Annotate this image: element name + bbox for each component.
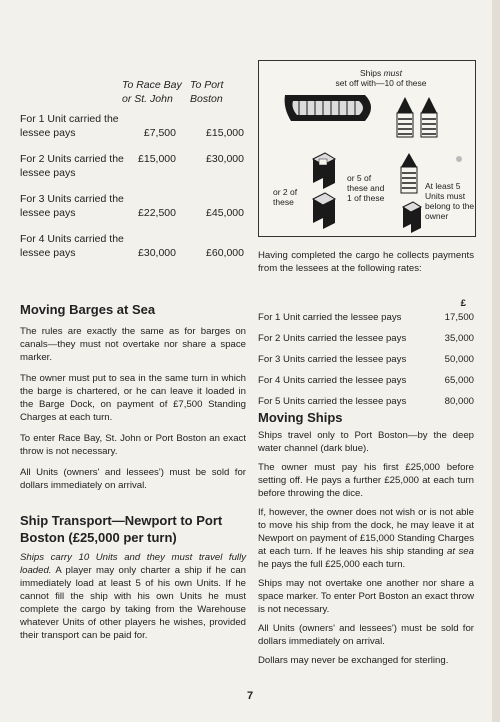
ships-paragraph: Ships travel only to Port Boston—by the deep water channel (dark blue). [258, 430, 474, 454]
rate-col2-value: £15,000 [206, 127, 244, 139]
unit-pyramid-icon [401, 153, 417, 193]
ship-cargo-diagram [258, 60, 476, 237]
rate-amount: 50,000 [444, 354, 474, 365]
rate-row [20, 112, 246, 152]
crate-icon [313, 193, 335, 229]
currency-header: £ [460, 298, 466, 309]
barges-paragraph: To enter Race Bay, St. John or Port Boston an exact throw is not necessary. [20, 433, 246, 457]
lessee-intro: Having completed the cargo he collects payments from the lessees at the following rates: [258, 250, 474, 274]
rate-table-header [20, 74, 246, 112]
rate-row-label: For 3 Units carried the lessee pays [20, 193, 124, 219]
header-port-boston: To Port Boston [190, 79, 224, 105]
rate-row [20, 232, 246, 272]
caption-em: must [383, 68, 403, 78]
rate-label: For 4 Units carried the lessee pays [258, 375, 407, 386]
ship-transport-heading: Ship Transport—Newport to Port Boston (£25,000 per turn) [20, 513, 223, 545]
label-or-5: or 5 of these and 1 of these [347, 173, 385, 203]
moving-barges-heading: Moving Barges at Sea [20, 302, 156, 317]
ships-paragraph: Ships may not overtake one another nor share a space marker. To enter Port Boston an exact throw is not necessary. [258, 578, 474, 615]
rate-label: For 2 Units carried the lessee pays [258, 333, 407, 344]
rates-currency-row [258, 298, 474, 312]
lessee-rates-table [258, 298, 474, 417]
moving-ships-heading: Moving Ships [258, 410, 343, 425]
lessee-intro-block [258, 249, 474, 275]
unit-pyramid-icon [397, 97, 413, 137]
page-edge [492, 0, 500, 722]
ships-paragraph: The owner must pay his first £25,000 before setting off. He pays a further £25,000 at each turn before throwing the dice. [258, 462, 474, 499]
ship-icon [285, 95, 371, 121]
rate-row [20, 192, 246, 232]
ship-transport-lead: Ships carry 10 Units and they must travel fully loaded. [20, 552, 246, 576]
table-row [258, 375, 474, 396]
rate-col1-value: £22,500 [138, 207, 176, 219]
rate-amount: 80,000 [444, 396, 474, 407]
rate-row-label: For 2 Units carried the lessee pays [20, 153, 124, 179]
moving-ships-section [258, 410, 474, 667]
ships-paragraph [258, 506, 474, 571]
rate-col1-value: £7,500 [143, 127, 176, 139]
left-column [20, 74, 246, 642]
label-at-least: At least 5 Units must belong to the owner [425, 181, 475, 221]
rate-row-label: For 1 Unit carried the lessee pays [20, 113, 119, 139]
ships-paragraph: All Units (owners' and lessees') must be sold for dollars immediately on arrival. [258, 623, 474, 647]
caption-pre: Ships [359, 68, 384, 78]
dot-icon [456, 156, 462, 162]
caption-post: set off with—10 of these [335, 78, 427, 88]
barges-paragraph: All Units (owners' and lessees') must be sold for dollars immediately on arrival. [20, 467, 246, 491]
rate-row-label: For 4 Units carried the lessee pays [20, 233, 124, 259]
page-number: 7 [246, 690, 254, 702]
table-row [258, 354, 474, 375]
rate-row [20, 152, 246, 192]
ships-p3-em: at sea [447, 546, 474, 557]
rate-amount: 35,000 [444, 333, 474, 344]
rate-amount: 17,500 [444, 312, 474, 323]
crate-icon [403, 202, 421, 233]
ship-transport-paragraph [20, 551, 246, 642]
unit-pyramid-icon [421, 97, 437, 137]
header-race-bay: To Race Bay or St. John [122, 79, 182, 105]
crate-icon [313, 153, 335, 189]
ships-paragraph: Dollars may never be exchanged for sterling. [258, 655, 449, 666]
ship-transport-body: A player may only charter a ship if he can immediately load at least 5 of his own Units. If he cannot fill the ship with his own Units he must complete the cargo by taking from the Warehouse whatever Units of other players he wishes, provided their transport can be paid for. [20, 565, 246, 641]
rate-amount: 65,000 [444, 375, 474, 386]
rate-col1-value: £15,000 [138, 153, 176, 165]
rate-col2-value: £60,000 [206, 247, 244, 259]
rate-col1-value: £30,000 [138, 247, 176, 259]
table-row [258, 312, 474, 333]
ships-p3-a: If, however, the owner does not wish or is not able to move his ship from the dock, he may leave it at Newport on payment of £15,000 Standing Charges at each turn. If he leaves his ship standing [258, 507, 474, 557]
rate-label: For 1 Unit carried the lessee pays [258, 312, 402, 323]
label-or-2: or 2 of these [273, 187, 298, 207]
table-row [258, 333, 474, 354]
rate-label: For 5 Units carried the lessee pays [258, 396, 407, 407]
rate-col2-value: £45,000 [206, 207, 244, 219]
barges-paragraph: The rules are exactly the same as for barges on canals—they must not overtake nor share a space marker. [20, 326, 246, 363]
rate-label: For 3 Units carried the lessee pays [258, 354, 407, 365]
ships-p3-b: he pays the full £25,000 each turn. [258, 559, 406, 570]
rate-col2-value: £30,000 [206, 153, 244, 165]
barges-paragraph: The owner must put to sea in the same turn in which the barge is chartered, or he can leave it loaded in the Barge Dock, on payment of £7,500 Standing Charges at each turn. [20, 373, 246, 423]
